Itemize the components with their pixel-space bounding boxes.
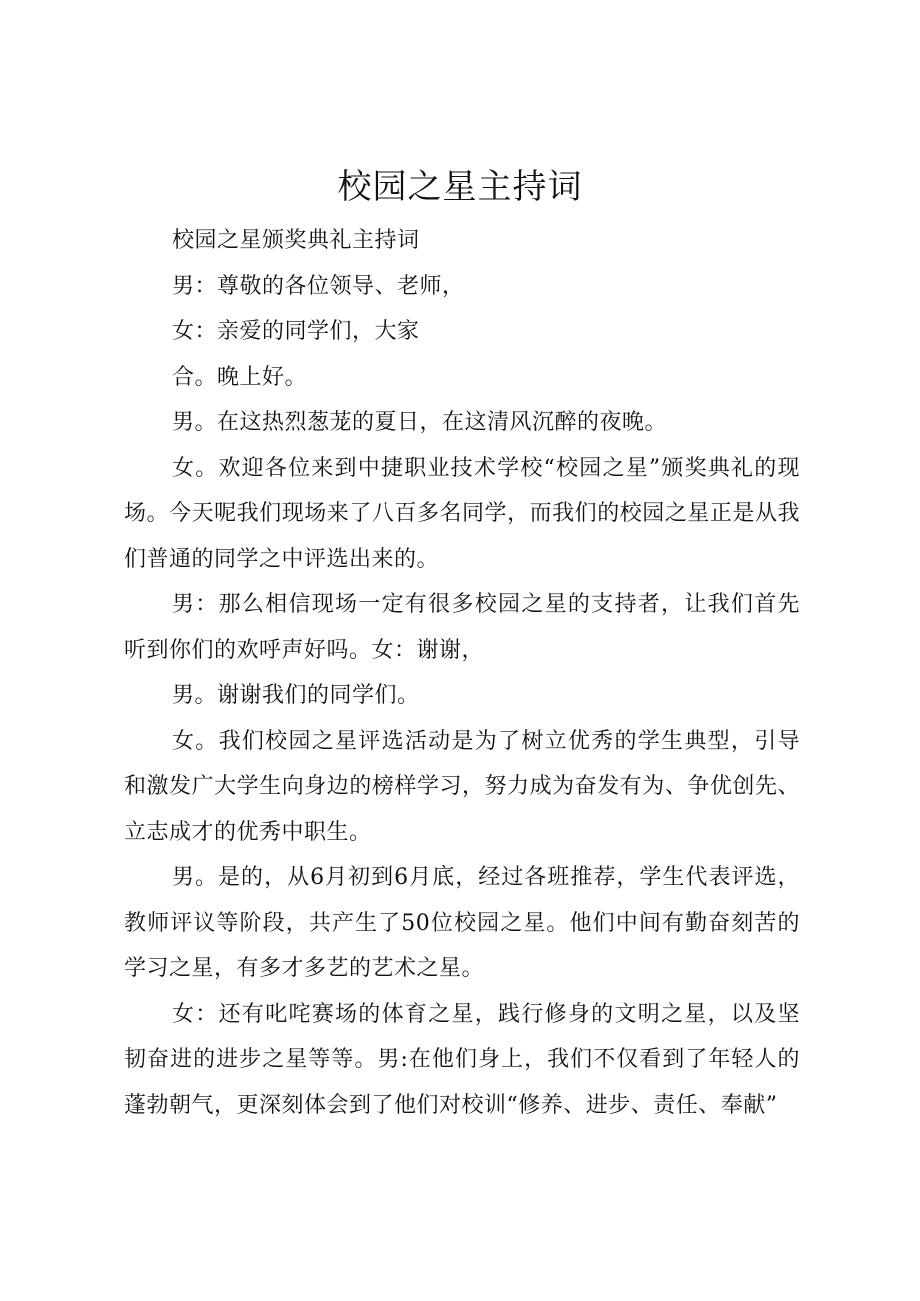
paragraph: 女：还有叱咤赛场的体育之星，践行修身的文明之星，以及坚韧奋进的进步之星等等。男:在他们身上，我们不仅看到了年轻人的蓬勃朝气，更深刻体会到了他们对校训“修养、进步、责任、奉献” <box>124 1001 800 1118</box>
paragraph: 校园之星颁奖典礼主持词 <box>172 228 420 253</box>
paragraph: 男：那么相信现场一定有很多校园之星的支持者，让我们首先听到你们的欢呼声好吗。女：谢谢， <box>124 592 800 663</box>
paragraph: 男。是的，从6月初到6月底，经过各班推荐，学生代表评选，教师评议等阶段，共产生了50位校园之星。他们中间有勤奋刻苦的学习之星，有多才多艺的艺术之星。 <box>124 865 800 981</box>
paragraph: 男：尊敬的各位领导、老师， <box>172 273 465 299</box>
paragraph: 女：亲爱的同学们，大家 <box>172 319 420 344</box>
paragraph: 女。我们校园之星评选活动是为了树立优秀的学生典型，引导和激发广大学生向身边的榜样学习，努力成为奋发有为、争优创先、立志成才的优秀中职生。 <box>124 728 800 845</box>
paragraph: 男。谢谢我们的同学们。 <box>172 683 420 708</box>
paragraph: 男。在这热烈葱茏的夏日，在这清风沉醉的夜晚。 <box>172 410 668 435</box>
document-body <box>124 218 800 1128</box>
document-title: 校园之星主持词 <box>337 167 583 207</box>
paragraph: 女。欢迎各位来到中捷职业技术学校“校园之星”颁奖典礼的现场。今天呢我们现场来了八百多名同学，而我们的校园之星正是从我们普通的同学之中评选出来的。 <box>124 455 800 572</box>
paragraph: 合。晚上好。 <box>172 364 308 390</box>
